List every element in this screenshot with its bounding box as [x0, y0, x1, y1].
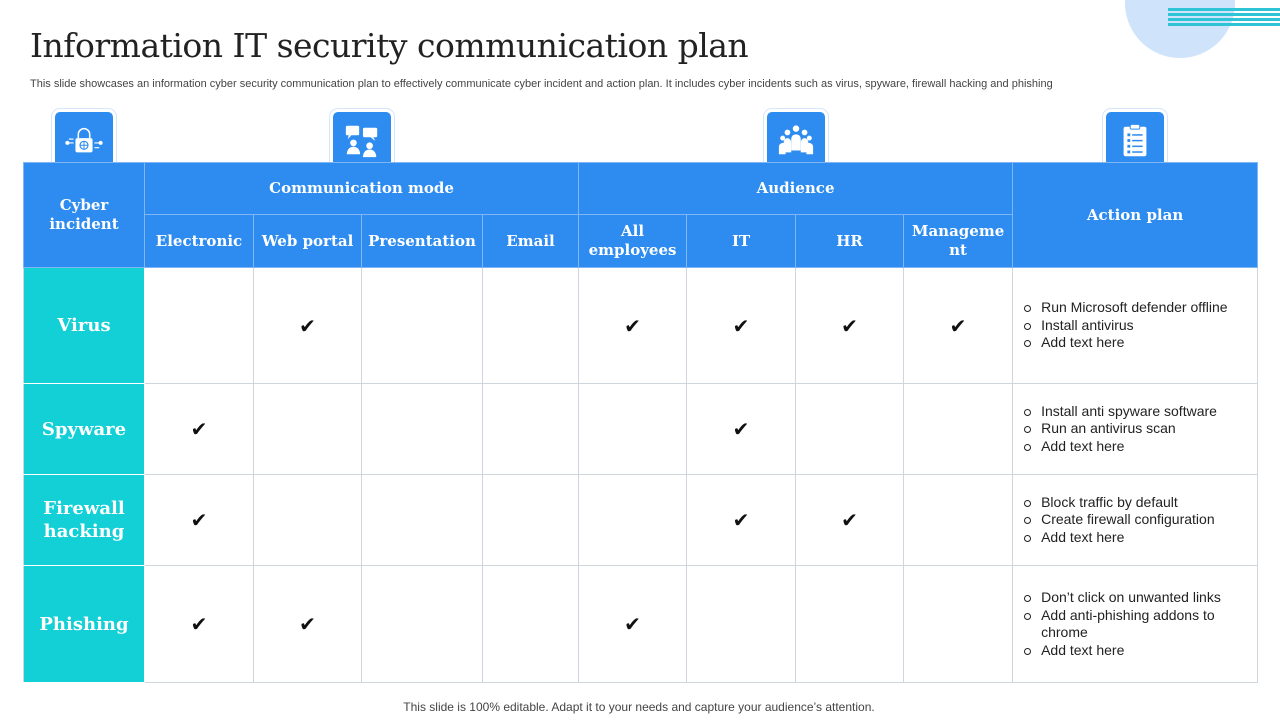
header-email: Email — [483, 215, 579, 268]
header-electronic: Electronic — [145, 215, 254, 268]
check-cell — [904, 566, 1013, 683]
check-cell — [904, 475, 1013, 566]
table-row — [24, 475, 1258, 566]
header-management: Manageme nt — [904, 215, 1013, 268]
check-cell — [687, 566, 796, 683]
table-row — [24, 566, 1258, 683]
check-cell — [483, 384, 579, 475]
check-cell — [579, 384, 687, 475]
slide-title: Information IT security communication plan — [30, 26, 749, 65]
slide-subtitle: This slide showcases an information cyber security communication plan to effectively communicate cyber incident and action plan. It includes cyber incidents such as virus, spyware, firewall hacking and phishing — [30, 78, 1053, 90]
header-communication-mode: Communication mode — [145, 163, 579, 215]
check-mark-icon: ✔ — [732, 508, 750, 532]
header-cyber-incident: Cyber incident — [24, 163, 145, 268]
incident-label: Virus — [24, 268, 145, 384]
action-item: Add text here — [1023, 438, 1249, 456]
check-cell — [145, 384, 254, 475]
check-cell — [145, 268, 254, 384]
action-item: Block traffic by default — [1023, 494, 1249, 512]
action-item: Add anti-phishing addons to chrome — [1023, 607, 1249, 642]
action-list — [1023, 589, 1249, 659]
header-action-plan: Action plan — [1013, 163, 1258, 268]
check-cell — [483, 475, 579, 566]
check-mark-icon: ✔ — [190, 508, 208, 532]
incident-label: Spyware — [24, 384, 145, 475]
check-mark-icon: ✔ — [624, 313, 641, 338]
check-cell — [362, 475, 483, 566]
incident-label: Phishing — [24, 566, 145, 683]
check-cell — [687, 268, 796, 384]
check-cell — [796, 566, 904, 683]
header-presentation: Presentation — [362, 215, 483, 268]
incident-label: Firewall hacking — [24, 475, 145, 566]
header-hr: HR — [796, 215, 904, 268]
slide-footer: This slide is 100% editable. Adapt it to your needs and capture your audience’s attention. — [403, 700, 875, 714]
action-item: Run an antivirus scan — [1023, 420, 1249, 438]
action-list — [1023, 403, 1249, 456]
check-mark-icon: ✔ — [841, 313, 858, 338]
check-cell — [796, 475, 904, 566]
check-cell — [362, 384, 483, 475]
action-list — [1023, 494, 1249, 547]
header-web-portal: Web portal — [254, 215, 362, 268]
check-mark-icon: ✔ — [190, 612, 208, 636]
check-mark-icon: ✔ — [299, 612, 316, 636]
check-cell — [579, 566, 687, 683]
action-item: Add text here — [1023, 642, 1249, 660]
action-item: Install antivirus — [1023, 317, 1249, 335]
communication-plan-table — [23, 162, 1258, 683]
header-it: IT — [687, 215, 796, 268]
decorative-stripes — [1168, 8, 1280, 28]
action-plan-cell — [1013, 384, 1258, 475]
check-cell — [579, 475, 687, 566]
check-mark-icon: ✔ — [299, 313, 316, 338]
check-cell — [579, 268, 687, 384]
check-cell — [904, 384, 1013, 475]
check-cell — [254, 566, 362, 683]
check-cell — [483, 566, 579, 683]
check-cell — [687, 384, 796, 475]
action-item: Don’t click on unwanted links — [1023, 589, 1249, 607]
check-mark-icon: ✔ — [624, 612, 641, 636]
check-mark-icon: ✔ — [190, 417, 208, 441]
check-cell — [483, 268, 579, 384]
check-cell — [796, 268, 904, 384]
check-cell — [254, 384, 362, 475]
check-cell — [904, 268, 1013, 384]
check-cell — [687, 475, 796, 566]
check-cell — [796, 384, 904, 475]
action-item: Install anti spyware software — [1023, 403, 1249, 421]
action-plan-cell — [1013, 475, 1258, 566]
check-mark-icon: ✔ — [732, 417, 750, 441]
header-all-employees: All employees — [579, 215, 687, 268]
check-mark-icon: ✔ — [841, 508, 858, 532]
action-item: Add text here — [1023, 529, 1249, 547]
table-row — [24, 268, 1258, 384]
check-cell — [145, 475, 254, 566]
check-mark-icon: ✔ — [732, 313, 750, 338]
action-item: Run Microsoft defender offline — [1023, 299, 1249, 317]
check-cell — [362, 566, 483, 683]
action-item: Create firewall configuration — [1023, 511, 1249, 529]
check-cell — [362, 268, 483, 384]
check-cell — [254, 268, 362, 384]
action-plan-cell — [1013, 268, 1258, 384]
check-cell — [145, 566, 254, 683]
check-cell — [254, 475, 362, 566]
table-row — [24, 384, 1258, 475]
action-item: Add text here — [1023, 334, 1249, 352]
check-mark-icon: ✔ — [949, 313, 967, 338]
action-plan-cell — [1013, 566, 1258, 683]
action-list — [1023, 299, 1249, 352]
header-audience: Audience — [579, 163, 1013, 215]
